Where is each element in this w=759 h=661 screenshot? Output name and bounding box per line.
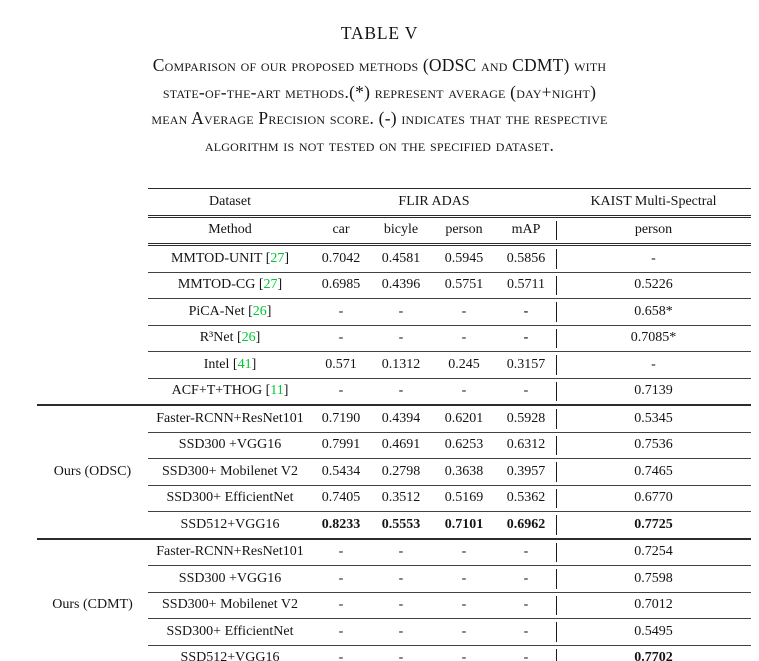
method-name: SSD512+VGG16 (180, 516, 280, 532)
value-cell-person: - (432, 539, 496, 566)
kaist-value-cell: 0.7085* (556, 325, 751, 352)
group-label-cell (37, 299, 148, 326)
kaist-value-cell: 0.7536 (556, 432, 751, 459)
table-row (37, 459, 751, 486)
method-cell (148, 325, 312, 352)
value-cell-person: - (432, 299, 496, 326)
method-name: MMTOD-UNIT (170, 250, 263, 266)
citation-number[interactable]: 11 (270, 383, 284, 399)
group-label-cell (37, 216, 148, 245)
header-row-dataset (37, 189, 751, 217)
value-cell-bicyle: 0.2798 (370, 459, 432, 486)
method-name: SSD300+ Mobilenet V2 (162, 597, 298, 613)
col-header-map: mAP (496, 216, 556, 245)
method-cell (148, 485, 312, 512)
table-row (37, 245, 751, 273)
group-label-cell (37, 272, 148, 299)
citation-link[interactable] (262, 251, 289, 266)
col-header-kaist-person: person (556, 216, 751, 245)
method-cell (148, 539, 312, 566)
table-row (37, 592, 751, 619)
group-label: Ours (CDMT) (52, 597, 133, 613)
col-header-dataset: Dataset (148, 189, 312, 217)
results-table-body (37, 189, 751, 661)
kaist-value-cell: 0.5226 (556, 272, 751, 299)
value-cell-car: 0.571 (312, 352, 370, 379)
value-cell-car: - (312, 378, 370, 405)
value-cell-person: 0.5945 (432, 245, 496, 273)
value-cell-bicyle: 0.3512 (370, 485, 432, 512)
value-cell-bicyle: 0.1312 (370, 352, 432, 379)
method-name: Faster-RCNN+ResNet101 (156, 544, 304, 560)
citation-link[interactable] (262, 383, 288, 398)
value-cell-bicyle: - (370, 645, 432, 661)
value-cell-map: 0.5711 (496, 272, 556, 299)
method-name: SSD300 +VGG16 (178, 437, 282, 453)
value-cell-person: 0.5751 (432, 272, 496, 299)
value-cell-person: - (432, 566, 496, 593)
value-cell-car: 0.8233 (312, 512, 370, 539)
citation-link[interactable] (255, 277, 282, 292)
group-label-cell (37, 378, 148, 405)
value-cell-person: 0.245 (432, 352, 496, 379)
value-cell-bicyle: 0.4396 (370, 272, 432, 299)
citation-number[interactable]: 27 (270, 250, 285, 266)
table-row (37, 539, 751, 566)
citation-number[interactable]: 26 (241, 330, 256, 346)
kaist-value-cell: 0.5495 (556, 619, 751, 646)
method-cell (148, 512, 312, 539)
citation-link[interactable] (245, 304, 272, 319)
group-label-cell (37, 352, 148, 379)
group-label-cell (37, 566, 148, 593)
group-label-cell (37, 485, 148, 512)
value-cell-map: - (496, 299, 556, 326)
kaist-value-cell: 0.7725 (556, 512, 751, 539)
value-cell-car: 0.5434 (312, 459, 370, 486)
group-label-cell (37, 512, 148, 539)
group-label-cell (37, 189, 148, 217)
table-row (37, 272, 751, 299)
method-name: R³Net (199, 330, 234, 346)
kaist-value-cell: 0.7598 (556, 566, 751, 593)
group-label-cell (37, 325, 148, 352)
method-name: PiCA-Net (188, 303, 245, 319)
kaist-value-cell: 0.7702 (556, 645, 751, 661)
value-cell-map: 0.3957 (496, 459, 556, 486)
value-cell-map: - (496, 566, 556, 593)
group-label-cell (37, 645, 148, 661)
method-name: SSD300 +VGG16 (178, 570, 282, 586)
method-cell (148, 299, 312, 326)
group-label: Ours (ODSC) (53, 463, 132, 479)
value-cell-map: - (496, 325, 556, 352)
method-name: Faster-RCNN+ResNet101 (156, 410, 304, 426)
method-cell (148, 352, 312, 379)
value-cell-map: - (496, 619, 556, 646)
kaist-value-cell: 0.7465 (556, 459, 751, 486)
value-cell-bicyle: 0.4691 (370, 432, 432, 459)
kaist-value-cell: 0.658* (556, 299, 751, 326)
value-cell-bicyle: - (370, 566, 432, 593)
value-cell-bicyle: 0.4394 (370, 405, 432, 432)
table-row (37, 325, 751, 352)
method-cell (148, 645, 312, 661)
value-cell-bicyle: 0.5553 (370, 512, 432, 539)
value-cell-car: - (312, 619, 370, 646)
table-row (37, 352, 751, 379)
group-label-cell (37, 245, 148, 273)
col-header-bicyle: bicyle (370, 216, 432, 245)
col-header-car: car (312, 216, 370, 245)
value-cell-car: - (312, 645, 370, 661)
table-row (37, 619, 751, 646)
method-cell (148, 459, 312, 486)
caption-line: algorithm is not tested on the specified dataset. (204, 134, 555, 155)
value-cell-map: - (496, 645, 556, 661)
method-cell (148, 378, 312, 405)
kaist-value-cell: 0.6770 (556, 485, 751, 512)
kaist-value-cell: 0.7139 (556, 378, 751, 405)
results-table (37, 188, 751, 661)
caption-line: mean Average Precision score. (-) indicates that the respective (151, 108, 608, 128)
value-cell-map: 0.5856 (496, 245, 556, 273)
method-name: MMTOD-CG (177, 277, 256, 293)
header-row-method (37, 216, 751, 245)
value-cell-map: 0.6312 (496, 432, 556, 459)
value-cell-bicyle: - (370, 592, 432, 619)
citation-number[interactable]: 26 (252, 303, 267, 319)
method-name: SSD300+ Mobilenet V2 (162, 463, 298, 479)
value-cell-bicyle: - (370, 539, 432, 566)
value-cell-map: - (496, 378, 556, 405)
method-cell (148, 592, 312, 619)
table-row (37, 378, 751, 405)
value-cell-car: 0.7991 (312, 432, 370, 459)
table-row (37, 566, 751, 593)
table-row (37, 405, 751, 432)
value-cell-person: - (432, 645, 496, 661)
value-cell-map: - (496, 592, 556, 619)
kaist-value-cell: 0.7012 (556, 592, 751, 619)
method-cell (148, 566, 312, 593)
citation-number[interactable]: 27 (263, 277, 278, 293)
value-cell-person: 0.6201 (432, 405, 496, 432)
table-row (37, 299, 751, 326)
value-cell-car: - (312, 566, 370, 593)
group-label-cell (37, 432, 148, 459)
group-label-cell (37, 539, 148, 566)
value-cell-car: 0.6985 (312, 272, 370, 299)
method-cell (148, 245, 312, 273)
value-cell-car: 0.7405 (312, 485, 370, 512)
caption-line: Comparison of our proposed methods (ODSC and CDMT) with (152, 55, 607, 75)
method-name: ACF+T+THOG (171, 383, 263, 399)
citation-number[interactable]: 41 (237, 356, 252, 372)
value-cell-bicyle: - (370, 378, 432, 405)
method-name: SSD300+ EfficientNet (166, 623, 294, 639)
value-cell-person: - (432, 592, 496, 619)
value-cell-car: 0.7190 (312, 405, 370, 432)
citation-link[interactable] (229, 357, 256, 372)
value-cell-car: 0.7042 (312, 245, 370, 273)
col-header-person: person (432, 216, 496, 245)
value-cell-bicyle: - (370, 299, 432, 326)
value-cell-car: - (312, 299, 370, 326)
method-name: Intel (203, 356, 230, 372)
value-cell-person: 0.3638 (432, 459, 496, 486)
value-cell-map: 0.5928 (496, 405, 556, 432)
value-cell-person: 0.6253 (432, 432, 496, 459)
method-cell (148, 432, 312, 459)
table-caption (0, 52, 759, 158)
value-cell-person: - (432, 378, 496, 405)
method-cell (148, 272, 312, 299)
value-cell-bicyle: 0.4581 (370, 245, 432, 273)
value-cell-person: 0.7101 (432, 512, 496, 539)
citation-link[interactable] (233, 330, 260, 345)
kaist-value-cell: 0.7254 (556, 539, 751, 566)
value-cell-person: - (432, 325, 496, 352)
method-cell (148, 619, 312, 646)
group-label-cell (37, 619, 148, 646)
value-cell-map: 0.3157 (496, 352, 556, 379)
table-row (37, 485, 751, 512)
value-cell-car: - (312, 325, 370, 352)
kaist-value-cell: 0.5345 (556, 405, 751, 432)
kaist-value-cell: - (556, 245, 751, 273)
table-row (37, 432, 751, 459)
value-cell-car: - (312, 592, 370, 619)
value-cell-bicyle: - (370, 325, 432, 352)
value-cell-map: 0.6962 (496, 512, 556, 539)
value-cell-bicyle: - (370, 619, 432, 646)
value-cell-map: - (496, 539, 556, 566)
col-header-method: Method (148, 216, 312, 245)
col-header-kaist: KAIST Multi-Spectral (556, 189, 751, 217)
value-cell-person: - (432, 619, 496, 646)
kaist-value-cell: - (556, 352, 751, 379)
col-header-flir-adas: FLIR ADAS (312, 189, 556, 217)
method-name: SSD512+VGG16 (180, 650, 280, 661)
method-name: SSD300+ EfficientNet (166, 490, 294, 506)
method-cell (148, 405, 312, 432)
caption-line: state-of-the-art methods.(*) represent average (day+night) (162, 81, 597, 102)
value-cell-map: 0.5362 (496, 485, 556, 512)
table-row (37, 512, 751, 539)
table-row (37, 645, 751, 661)
value-cell-person: 0.5169 (432, 485, 496, 512)
value-cell-car: - (312, 539, 370, 566)
group-label-cell (37, 405, 148, 432)
table-title: TABLE V (340, 23, 419, 43)
